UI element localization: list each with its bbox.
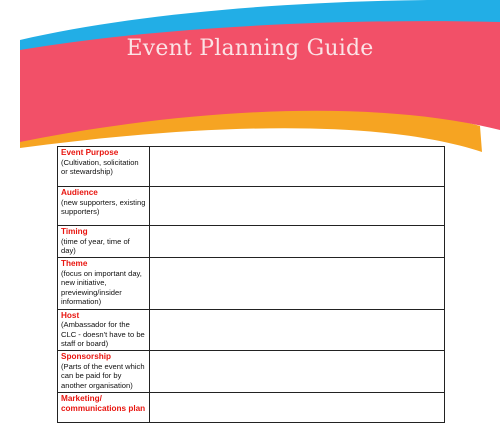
row-input-cell[interactable] <box>150 258 445 309</box>
row-label-cell <box>58 147 150 187</box>
row-label-cell <box>58 309 150 351</box>
table-row <box>58 226 445 258</box>
row-input-cell[interactable] <box>150 309 445 351</box>
row-label-cell <box>58 226 150 258</box>
row-description: (Cultivation, solicitation or stewardship) <box>61 157 139 176</box>
table-row <box>58 393 445 423</box>
header-banner <box>0 0 500 160</box>
row-description: (time of year, time of day) <box>61 236 130 255</box>
page-title: Event Planning Guide <box>126 36 374 61</box>
decorative-waves <box>0 0 500 160</box>
table-row <box>58 309 445 351</box>
row-description: (new supporters, existing supporters) <box>61 197 146 216</box>
row-input-cell[interactable] <box>150 351 445 393</box>
row-label: Marketing/ communications plan <box>61 394 146 413</box>
row-label: Theme <box>61 259 88 269</box>
row-label: Sponsorship <box>61 352 112 362</box>
row-label: Host <box>61 310 80 320</box>
row-input-cell[interactable] <box>150 147 445 187</box>
row-input-cell[interactable] <box>150 187 445 226</box>
row-label-cell <box>58 393 150 423</box>
table-row <box>58 258 445 309</box>
row-input-cell[interactable] <box>150 226 445 258</box>
row-input-cell[interactable] <box>150 393 445 423</box>
table-row <box>58 351 445 393</box>
table-row <box>58 187 445 226</box>
row-description: (Parts of the event which can be paid for by another organisation) <box>61 362 145 390</box>
row-label: Event Purpose <box>61 148 119 157</box>
row-label: Timing <box>61 227 88 236</box>
table-row <box>58 147 445 187</box>
row-description: (Ambassador for the CLC - doesn't have to be staff or board) <box>61 320 145 349</box>
row-label: Audience <box>61 188 98 197</box>
row-label-cell <box>58 258 150 309</box>
row-description: (focus on important day, new initiative, previewing/insider information) <box>61 269 142 307</box>
row-label-cell <box>58 187 150 226</box>
planning-table <box>57 146 445 423</box>
row-label-cell <box>58 351 150 393</box>
